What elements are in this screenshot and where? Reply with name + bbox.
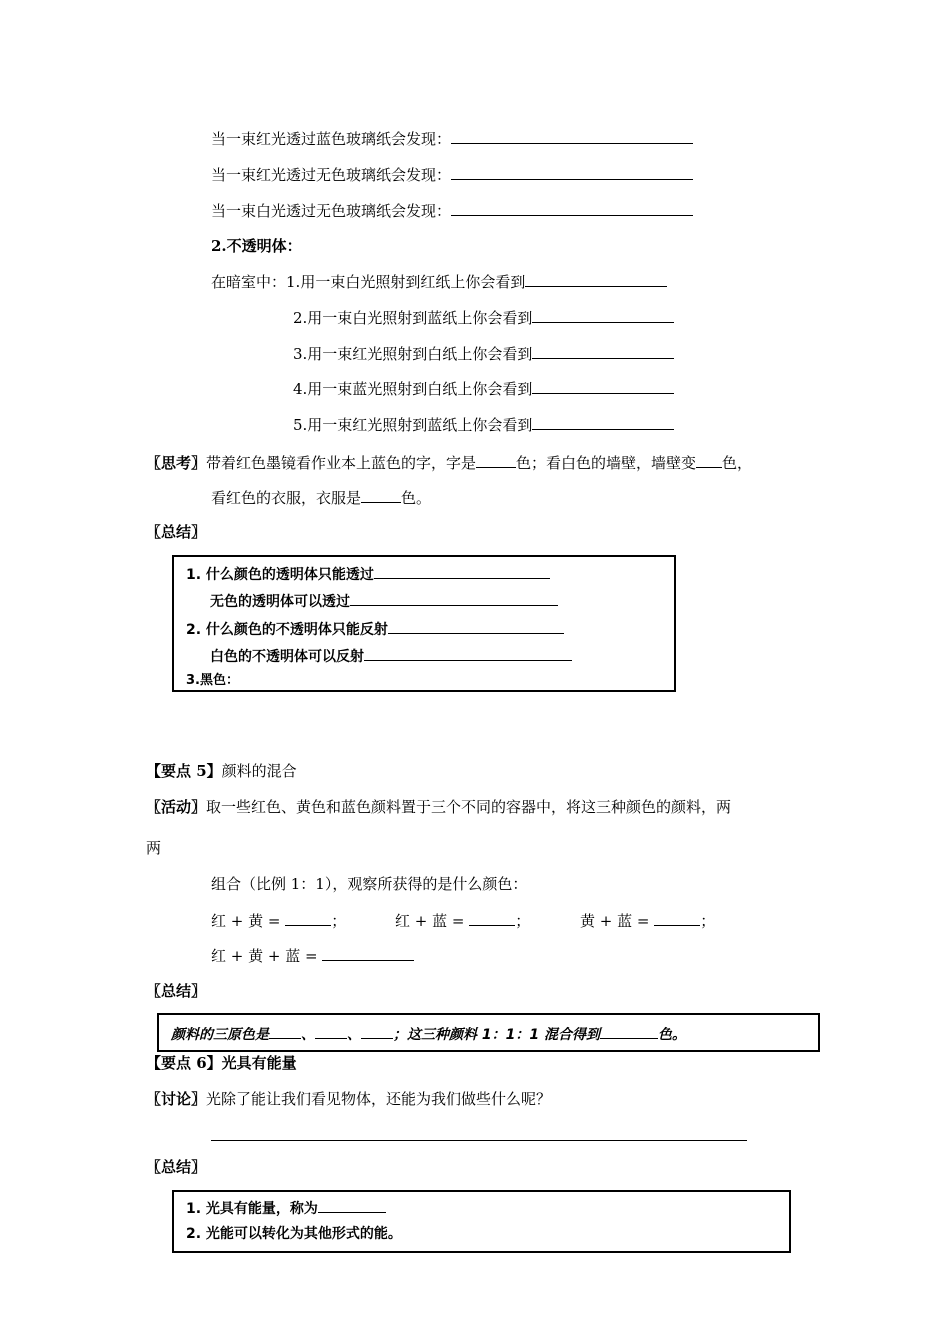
answer-blank[interactable] [322, 945, 414, 961]
answer-blank[interactable] [600, 1023, 658, 1039]
think-line-1: 〖思考〗带着红色墨镜看作业本上蓝色的字，字是 色；看白色的墙壁，墙壁变 色， [146, 454, 753, 472]
answer-blank[interactable] [285, 910, 331, 926]
pigment-summary: 颜料的三原色是 、 、 ；这三种颜料 1：1：1 混合得到 色。 [171, 1023, 686, 1045]
answer-blank[interactable] [364, 645, 572, 661]
answer-blank[interactable] [451, 128, 693, 144]
point6-heading: 【要点 6】光具有能量 [146, 1054, 297, 1072]
equation-yellow-blue: 黄 + 蓝 = ； [580, 912, 716, 930]
transparent-line-1: 当一束红光透过蓝色玻璃纸会发现： [211, 128, 693, 149]
think-line-2: 看红色的衣服，衣服是 色。 [211, 489, 432, 507]
answer-blank[interactable] [388, 618, 564, 634]
summary-row-3: 2. 什么颜色的不透明体只能反射 [186, 618, 564, 640]
answer-blank[interactable] [532, 343, 674, 359]
summary-row-1: 1. 什么颜色的透明体只能透过 [186, 563, 550, 585]
summary-row-2: 无色的透明体可以透过 [210, 590, 558, 612]
equation-red-yellow: 红 + 黄 = ； [211, 912, 347, 930]
equation-red-blue: 红 + 蓝 = ； [395, 912, 531, 930]
answer-blank[interactable] [269, 1023, 301, 1039]
point6-summary-tag: 〖总结〗 [146, 1158, 207, 1176]
summary-row-4: 白色的不透明体可以反射 [210, 645, 572, 667]
point5-heading: 【要点 5】颜料的混合 [146, 762, 297, 780]
opaque-item-1: 在暗室中：1.用一束白光照射到红纸上你会看到 [211, 271, 667, 292]
answer-blank[interactable] [476, 452, 516, 468]
answer-blank[interactable] [654, 910, 700, 926]
answer-blank[interactable] [532, 378, 674, 394]
activity-line: 〖活动〗取一些红色、黄色和蓝色颜料置于三个不同的容器中，将这三种颜色的颜料，两 [146, 798, 732, 816]
combine-line: 组合（比例 1：1），观察所获得的是什么颜色： [211, 875, 528, 893]
discuss-line: 〖讨论〗光除了能让我们看见物体，还能为我们做些什么呢？ [146, 1090, 552, 1108]
transparent-line-2: 当一束红光透过无色玻璃纸会发现： [211, 164, 693, 185]
point5-summary-tag: 〖总结〗 [146, 982, 207, 1000]
answer-blank[interactable] [350, 590, 558, 606]
opaque-item-2: 2.用一束白光照射到蓝纸上你会看到 [293, 307, 674, 328]
opaque-item-3: 3.用一束红光照射到白纸上你会看到 [293, 343, 674, 364]
answer-blank[interactable] [696, 452, 722, 468]
answer-blank[interactable] [315, 1023, 347, 1039]
opaque-item-4: 4.用一束蓝光照射到白纸上你会看到 [293, 378, 674, 399]
opaque-item-5: 5.用一束红光照射到蓝纸上你会看到 [293, 414, 674, 435]
answer-blank[interactable] [318, 1197, 386, 1213]
summary-row-5: 3.黑色： [186, 673, 239, 688]
answer-blank[interactable] [361, 487, 401, 503]
transparent-line-3: 当一束白光透过无色玻璃纸会发现： [211, 200, 693, 221]
answer-blank[interactable] [532, 414, 674, 430]
energy-row-1: 1. 光具有能量，称为 [186, 1197, 386, 1219]
summary-tag: 〖总结〗 [146, 523, 207, 541]
energy-row-2: 2. 光能可以转化为其他形式的能。 [186, 1226, 402, 1242]
answer-blank[interactable] [469, 910, 515, 926]
answer-blank[interactable] [374, 563, 550, 579]
summary-box-energy [172, 1190, 791, 1253]
equation-all-three: 红 + 黄 + 蓝 = [211, 945, 414, 966]
answer-blank[interactable] [361, 1023, 393, 1039]
activity-cont: 两 [146, 839, 162, 857]
answer-blank[interactable] [532, 307, 674, 323]
opaque-heading: 2.不透明体： [211, 237, 302, 255]
answer-blank[interactable] [451, 200, 693, 216]
answer-blank[interactable] [525, 271, 667, 287]
answer-blank[interactable] [451, 164, 693, 180]
summary-box-1 [172, 555, 676, 692]
summary-box-pigment [157, 1013, 820, 1052]
discussion-answer-line[interactable] [211, 1140, 747, 1141]
